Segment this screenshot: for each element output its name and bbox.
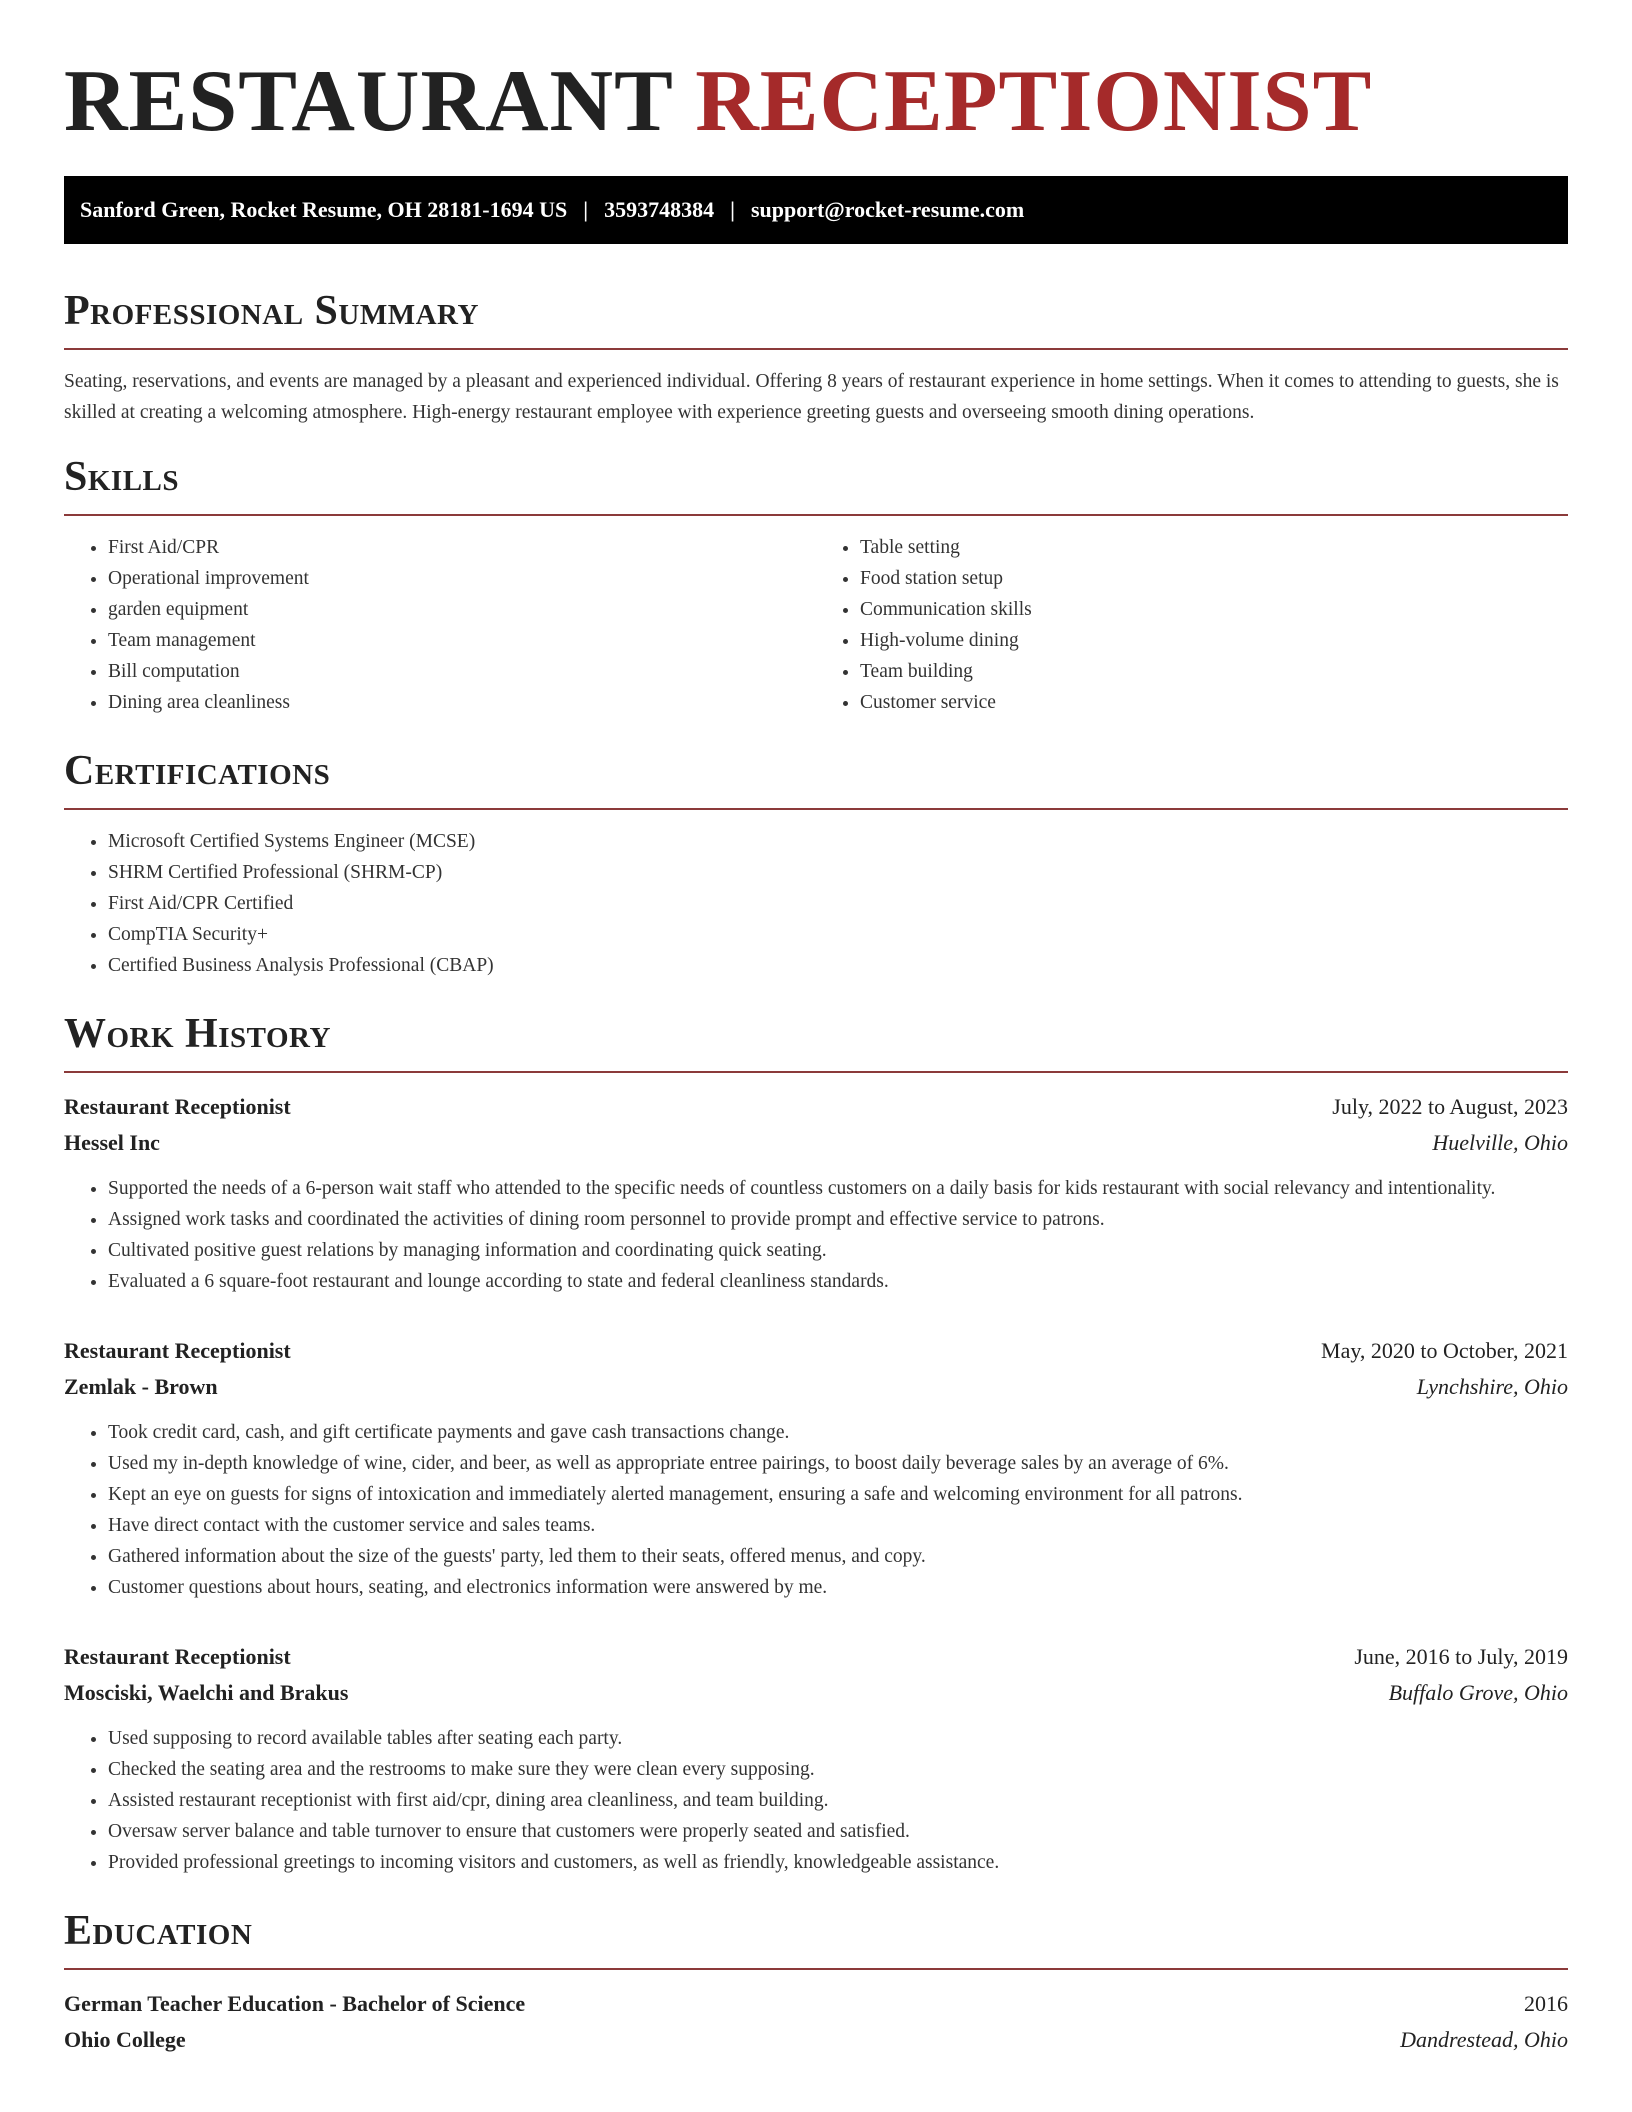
skills-heading: Skills <box>64 454 180 500</box>
education-location: Dandrestead, Ohio <box>1400 2027 1568 2052</box>
job-company-row <box>64 1675 1568 1711</box>
job-duty: • Kept an eye on guests for signs of intoxication and immediately alerted management, ensuring a safe and welcoming environment for all patrons. <box>108 1479 1568 1510</box>
certification-item: • Certified Business Analysis Professional (CBAP) <box>108 950 1568 981</box>
job-duty: • Checked the seating area and the restrooms to make sure they were clean every supposing. <box>108 1754 1568 1785</box>
job-duty: • Evaluated a 6 square-foot restaurant and lounge according to state and federal cleanliness standards. <box>108 1266 1568 1297</box>
work-history-section <box>64 1009 1568 1878</box>
certification-item: • First Aid/CPR Certified <box>108 888 1568 919</box>
job-dates: May, 2020 to October, 2021 <box>1321 1338 1568 1363</box>
job-entry <box>64 1089 1568 1297</box>
section-divider <box>64 1968 1568 1970</box>
education-year: 2016 <box>1524 1991 1568 2016</box>
skills-column-left <box>64 532 816 718</box>
section-divider <box>64 514 1568 516</box>
contact-separator: | <box>583 197 589 222</box>
job-dates: June, 2016 to July, 2019 <box>1354 1644 1568 1669</box>
job-dates: July, 2022 to August, 2023 <box>1332 1094 1568 1119</box>
section-divider <box>64 348 1568 350</box>
section-divider <box>64 808 1568 810</box>
certification-item: • Microsoft Certified Systems Engineer (MCSE) <box>108 826 1568 857</box>
job-duty: • Gathered information about the size of the guests' party, led them to their seats, offered menus, and copy. <box>108 1541 1568 1572</box>
certification-item: • CompTIA Security+ <box>108 919 1568 950</box>
skills-list-right <box>816 532 1568 718</box>
education-school-row <box>64 2022 1568 2058</box>
job-company-row <box>64 1369 1568 1405</box>
job-title-row <box>64 1089 1568 1125</box>
certifications-heading: Certifications <box>64 748 331 794</box>
resume-title <box>64 52 1568 152</box>
skill-item: • Bill computation <box>108 656 816 687</box>
job-location: Huelville, Ohio <box>1432 1130 1568 1155</box>
work-history-heading: Work History <box>64 1011 331 1057</box>
job-duties-list <box>64 1417 1568 1603</box>
job-duty: • Supported the needs of a 6-person wait staff who attended to the specific needs of countless customers on a daily basis for kids restaurant with social relevancy and intentionality. <box>108 1173 1568 1204</box>
skill-item: • Food station setup <box>860 563 1568 594</box>
skills-section <box>64 452 1568 718</box>
certifications-list <box>64 826 1568 981</box>
education-section <box>64 1906 1568 2058</box>
job-location: Buffalo Grove, Ohio <box>1388 1680 1568 1705</box>
contact-bar <box>64 176 1568 244</box>
job-title-row <box>64 1333 1568 1369</box>
contact-address: Sanford Green, Rocket Resume, OH 28181-1694 US <box>80 197 568 222</box>
contact-email: support@rocket-resume.com <box>750 197 1025 222</box>
skill-item: • Communication skills <box>860 594 1568 625</box>
skill-item: • Dining area cleanliness <box>108 687 816 718</box>
job-duty: • Oversaw server balance and table turnover to ensure that customers were properly seated and satisfied. <box>108 1816 1568 1847</box>
job-company: Mosciski, Waelchi and Brakus <box>64 1680 349 1705</box>
job-title: Restaurant Receptionist <box>64 1644 291 1669</box>
certification-item: • SHRM Certified Professional (SHRM-CP) <box>108 857 1568 888</box>
skill-item: • Operational improvement <box>108 563 816 594</box>
job-title: Restaurant Receptionist <box>64 1094 291 1119</box>
summary-text: Seating, reservations, and events are managed by a pleasant and experienced individual. Offering 8 years of restaurant experience in home settings. When it comes to attending to guests, she is skilled at creating a welcoming atmosphere. High-energy restaurant employee with experience greeting guests and overseeing smooth dining operations. <box>64 371 1559 423</box>
job-duty: • Have direct contact with the customer service and sales teams. <box>108 1510 1568 1541</box>
education-degree: German Teacher Education - Bachelor of Science <box>64 1991 526 2016</box>
job-duties-list <box>64 1723 1568 1878</box>
job-title-row <box>64 1639 1568 1675</box>
job-duty: • Used my in-depth knowledge of wine, cider, and beer, as well as appropriate entree pairings, to boost daily beverage sales by an average of 6%. <box>108 1448 1568 1479</box>
skill-item: • Table setting <box>860 532 1568 563</box>
contact-phone: 3593748384 <box>604 197 715 222</box>
job-duty: • Customer questions about hours, seating, and electronics information were answered by me. <box>108 1572 1568 1603</box>
job-duty: • Assisted restaurant receptionist with first aid/cpr, dining area cleanliness, and team building. <box>108 1785 1568 1816</box>
education-heading: Education <box>64 1908 253 1954</box>
job-duty: • Assigned work tasks and coordinated the activities of dining room personnel to provide prompt and effective service to patrons. <box>108 1204 1568 1235</box>
job-duties-list <box>64 1173 1568 1297</box>
job-duty: • Cultivated positive guest relations by managing information and coordinating quick seating. <box>108 1235 1568 1266</box>
job-location: Lynchshire, Ohio <box>1416 1374 1568 1399</box>
job-entry <box>64 1333 1568 1603</box>
job-title: Restaurant Receptionist <box>64 1338 291 1363</box>
skills-list-left <box>64 532 816 718</box>
skill-item: • garden equipment <box>108 594 816 625</box>
job-company: Zemlak - Brown <box>64 1374 218 1399</box>
job-duty: • Used supposing to record available tables after seating each party. <box>108 1723 1568 1754</box>
summary-section <box>64 286 1568 428</box>
title-part-1: RESTAURANT <box>64 53 673 150</box>
skill-item: • High-volume dining <box>860 625 1568 656</box>
skills-grid <box>64 532 1568 718</box>
skill-item: • Customer service <box>860 687 1568 718</box>
education-degree-row <box>64 1986 1568 2022</box>
title-part-2: RECEPTIONIST <box>695 53 1373 150</box>
certifications-section <box>64 746 1568 981</box>
job-entry <box>64 1639 1568 1878</box>
job-duty: • Provided professional greetings to incoming visitors and customers, as well as friendly, knowledgeable assistance. <box>108 1847 1568 1878</box>
section-divider <box>64 1071 1568 1073</box>
skill-item: • Team building <box>860 656 1568 687</box>
skill-item: • First Aid/CPR <box>108 532 816 563</box>
education-school: Ohio College <box>64 2027 186 2052</box>
skills-column-right <box>816 532 1568 718</box>
job-duty: • Took credit card, cash, and gift certificate payments and gave cash transactions change. <box>108 1417 1568 1448</box>
education-entry <box>64 1986 1568 2058</box>
job-company: Hessel Inc <box>64 1130 160 1155</box>
job-company-row <box>64 1125 1568 1161</box>
contact-separator: | <box>730 197 735 222</box>
skill-item: • Team management <box>108 625 816 656</box>
summary-heading: Professional Summary <box>64 288 479 334</box>
